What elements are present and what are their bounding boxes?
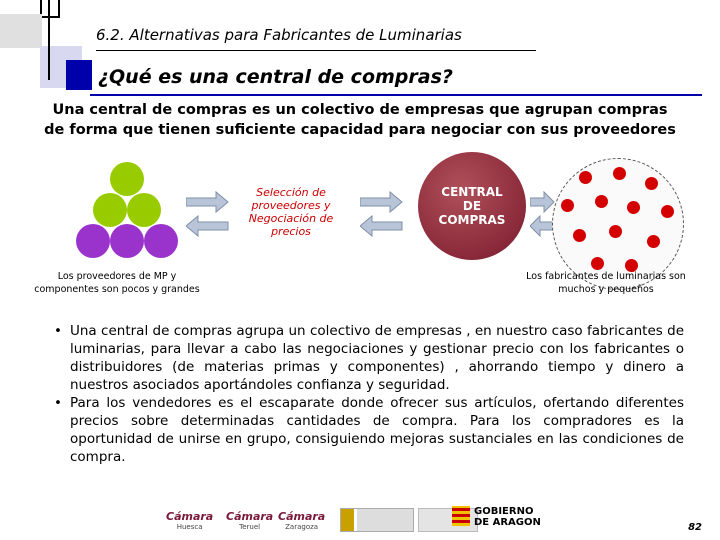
- arrows-left-pair: [186, 190, 230, 240]
- intro-line-1: Una central de compras es un colectivo de empresas que agrupan compras: [52, 102, 668, 118]
- camara-zaragoza-logo: [278, 510, 325, 531]
- aragon-flag-icon: [452, 506, 470, 526]
- bullet-text: Para los vendedores es el escaparate donde ofrecer sus artículos, ofertando diferentes precios sobre determinadas cantidades de compra. Para los compradores es la oportunidad de unirse en grupo, consiguiendo mejoras sustanciales en las condiciones de compra.: [70, 395, 684, 465]
- bullet-icon: •: [54, 395, 62, 411]
- arrow-left-icon: [360, 216, 402, 236]
- supplier-circle-green-right: [127, 193, 161, 227]
- logo-sub: Huesca: [176, 523, 203, 531]
- manufacturer-dot: [645, 177, 658, 190]
- manufacturer-dot: [661, 205, 674, 218]
- intro-text: [10, 100, 710, 140]
- bullet-list: [54, 322, 684, 466]
- manufacturer-dot: [647, 235, 660, 248]
- section-heading: 6.2. Alternativas para Fabricantes de Luminarias: [96, 26, 462, 44]
- supplier-circle-purple-3: [144, 224, 178, 258]
- arrow-right-icon: [186, 192, 228, 212]
- deco-vertical-line: [48, 0, 50, 80]
- intro-line-2: de forma que tienen suficiente capacidad para negociar con sus proveedores: [44, 122, 676, 138]
- manufacturer-dot: [627, 201, 640, 214]
- manufacturer-dot: [579, 171, 592, 184]
- deco-square-blue: [66, 60, 92, 90]
- supplier-circle-purple-2: [110, 224, 144, 258]
- manufacturer-dot: [595, 195, 608, 208]
- bullet-text: Una central de compras agrupa un colectivo de empresas , en nuestro caso fabricantes de luminarias, para llevar a cabo las negociaciones y gestionar precio con los fabricantes o distribuidores (de materias primas y componentes) , ahorrando tiempo y dinero a nuestros asociados aportándoles confianza y seguridad.: [70, 323, 684, 393]
- bullet-item: [54, 394, 684, 466]
- supplier-circle-green-top: [110, 162, 144, 196]
- logo-sub: Teruel: [239, 523, 261, 531]
- arrow-right-icon: [530, 192, 554, 212]
- camara-teruel-logo: [226, 510, 273, 531]
- arrows-middle-pair: [360, 190, 404, 240]
- header-underline: [96, 50, 536, 51]
- gov-logo-line-2: DE ARAGON: [474, 517, 541, 528]
- supplier-circle-purple-1: [76, 224, 110, 258]
- bullet-item: [54, 322, 684, 394]
- ministry-logo: [340, 508, 414, 532]
- selection-label: Selección de proveedores y Negociación de precios: [248, 186, 334, 238]
- deco-square-outline: [40, 0, 60, 18]
- arrow-left-icon: [530, 216, 554, 236]
- central-label-1: CENTRAL: [441, 185, 503, 199]
- arrow-right-icon: [360, 192, 402, 212]
- central-label-2: DE: [462, 199, 482, 213]
- manufacturer-dot: [613, 167, 626, 180]
- suppliers-caption: Los proveedores de MP y componentes son pocos y grandes: [34, 271, 200, 295]
- supplier-circle-green-left: [93, 193, 127, 227]
- gobierno-aragon-logo: [474, 506, 541, 528]
- central-label-3: COMPRAS: [438, 213, 506, 227]
- manufacturer-dot: [573, 229, 586, 242]
- deco-square-gray: [0, 14, 42, 48]
- logo-label: Cámara: [226, 510, 274, 523]
- manufacturer-dot: [591, 257, 604, 270]
- manufacturers-caption: Los fabricantes de luminarias son muchos y pequeños: [526, 271, 686, 295]
- logo-sub: Zaragoza: [285, 523, 319, 531]
- logo-label: Cámara: [166, 510, 214, 523]
- gov-logo-line-1: GOBIERNO: [474, 506, 534, 517]
- manufacturer-dot: [561, 199, 574, 212]
- logo-label: Cámara: [278, 510, 326, 523]
- central-compras-circle: [418, 152, 526, 260]
- page-title: ¿Qué es una central de compras?: [98, 66, 453, 88]
- camara-huesca-logo: [166, 510, 213, 531]
- bullet-icon: •: [54, 323, 62, 339]
- manufacturer-dot: [609, 225, 622, 238]
- arrow-left-icon: [186, 216, 228, 236]
- title-underline: [90, 94, 702, 96]
- page-number: 82: [688, 522, 702, 533]
